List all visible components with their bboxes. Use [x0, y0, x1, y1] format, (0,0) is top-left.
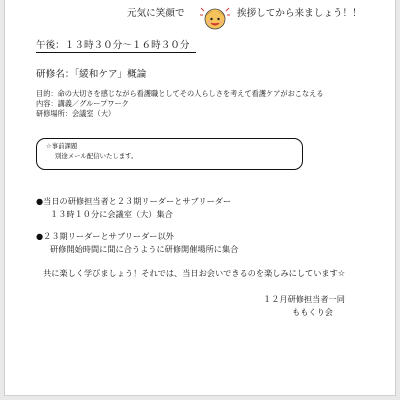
document-page — [4, 0, 396, 396]
afternoon-time-label: 午後：１３時３０分～１６時３０分 — [36, 40, 196, 53]
signature-line1: １２月研修担当者一同 — [263, 294, 345, 304]
notice-2-line1: ●２３期リーダーとサブリーダー以外 — [36, 231, 174, 241]
signature-line2: ももくり会 — [292, 307, 333, 317]
training-purpose: 目的：命の大切さを感じながら看護職としてその人らしさを考えて看護ケアがおこなえる — [36, 89, 324, 98]
closing-message: 共に楽しく学びましょう！それでは、当日お会いできるのを楽しみにしています☆ — [43, 268, 346, 278]
header-right-text: 挨拶してから来ましょう！！ — [237, 8, 362, 19]
notice-1-line2: １３時１０分に会議室（大）集合 — [50, 209, 173, 219]
header-left-text: 元気に笑顔で — [127, 8, 185, 19]
notice-2-line2: 研修開始時間に間に合うように研修開催場所に集合 — [50, 244, 239, 254]
training-content: 内容：講義／グループワーク — [36, 99, 129, 108]
assignment-title: ☆事前課題 — [46, 142, 78, 150]
notice-1-line1: ●当日の研修担当者と２３期リーダーとサブリーダー — [36, 196, 232, 206]
training-place: 研修場所：会議室（大） — [36, 109, 116, 118]
assignment-body: 別途メール配信いたします。 — [55, 152, 138, 160]
training-name: 研修名：「緩和ケア」概論 — [36, 69, 147, 80]
assignment-box — [36, 138, 303, 170]
smiling-face-icon — [198, 3, 232, 33]
